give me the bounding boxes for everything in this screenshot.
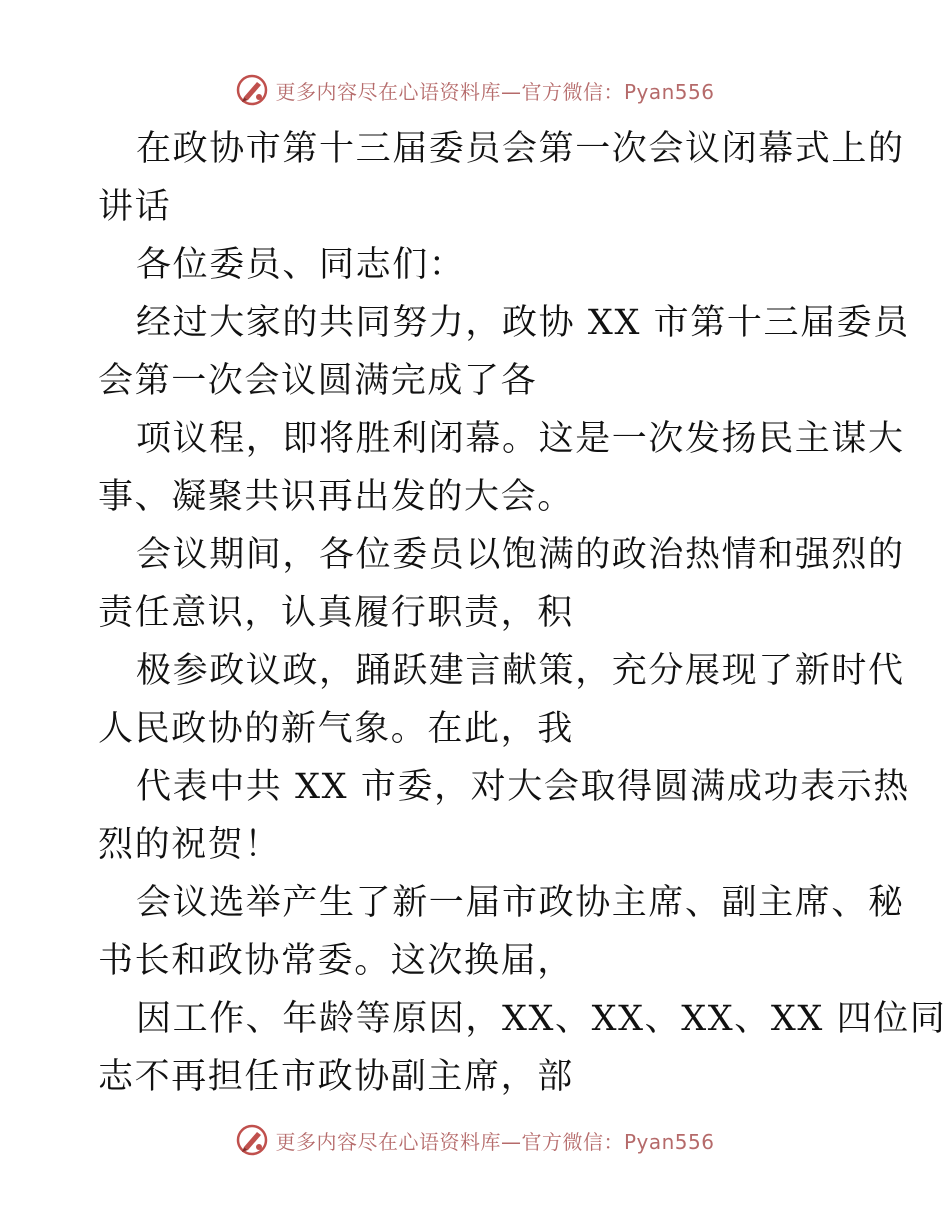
text-line: 代表中共 XX 市委，对大会取得圆满成功表示热 — [136, 767, 910, 807]
text-line: 会第一次会议圆满完成了各 — [98, 361, 538, 401]
text-line: 极参政议政，踊跃建言献策，充分展现了新时代 — [136, 651, 905, 691]
header-banner — [0, 70, 950, 110]
pen-logo-icon — [235, 1123, 269, 1157]
text-line: 事、凝聚共识再出发的大会。 — [98, 477, 574, 517]
header-banner-text: 更多内容尽在心语资料库—官方微信：Pyan556 — [275, 79, 715, 104]
text-line: 各位委员、同志们： — [136, 245, 466, 285]
text-line: 书长和政协常委。这次换届， — [98, 941, 574, 981]
text-line: 人民政协的新气象。在此，我 — [98, 709, 574, 749]
text-line: 会议选举产生了新一届市政协主席、副主席、秘 — [136, 883, 905, 923]
text-line: 志不再担任市政协副主席，部 — [98, 1057, 574, 1097]
text-line: 项议程，即将胜利闭幕。这是一次发扬民主谋大 — [136, 419, 905, 459]
footer-banner-text: 更多内容尽在心语资料库—官方微信：Pyan556 — [275, 1129, 715, 1154]
pen-logo-icon — [235, 73, 269, 107]
text-line: 在政协市第十三届委员会第一次会议闭幕式上的 — [136, 129, 905, 169]
text-line: 会议期间，各位委员以饱满的政治热情和强烈的 — [136, 535, 905, 575]
text-line: 因工作、年龄等原因，XX、XX、XX、XX 四位同 — [136, 999, 947, 1039]
document-body — [98, 120, 947, 1106]
text-line: 经过大家的共同努力，政协 XX 市第十三届委员 — [136, 303, 910, 343]
footer-banner — [0, 1120, 950, 1160]
text-line: 烈的祝贺！ — [98, 825, 282, 865]
text-line: 讲话 — [98, 187, 172, 227]
text-line: 责任意识，认真履行职责，积 — [98, 593, 574, 633]
